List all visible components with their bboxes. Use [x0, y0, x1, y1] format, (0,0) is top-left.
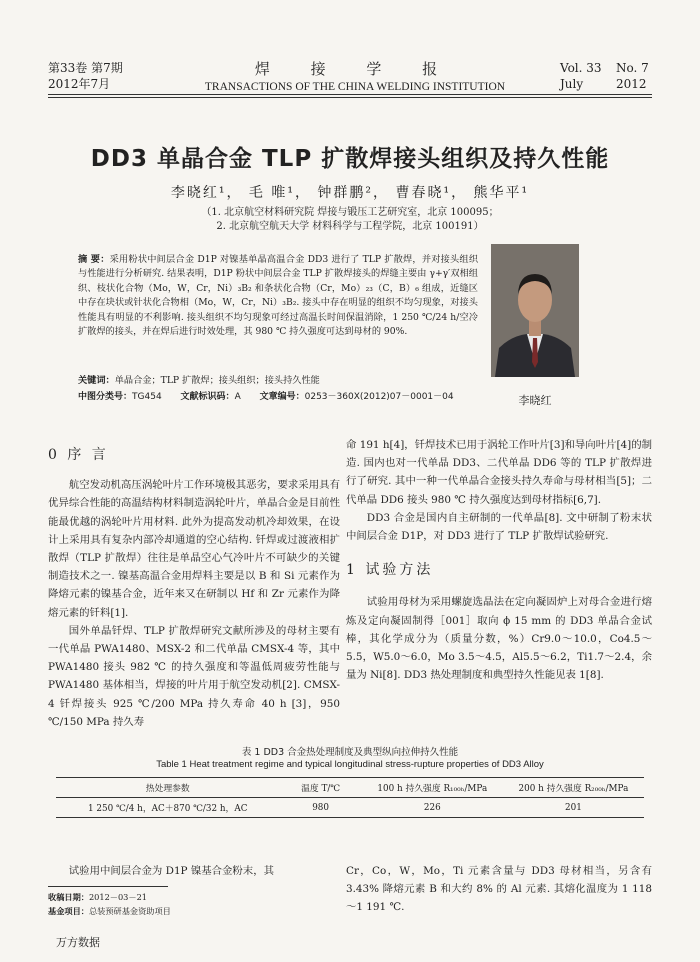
table-header-cell: 200 h 持久强度 R₂₀₀ₕ/MPa — [503, 778, 644, 798]
paper-title: DD3 单晶合金 TLP 扩散焊接头组织及持久性能 — [90, 146, 610, 172]
journal-header — [170, 58, 540, 93]
header-rule-top — [48, 94, 652, 95]
table-header-cell: 温度 T/℃ — [279, 778, 361, 798]
received-date — [48, 892, 318, 903]
paragraph: 试验用中间层合金为 D1P 镍基合金粉末，其 — [68, 865, 274, 877]
funding-label: 基金项目： — [48, 906, 89, 916]
paragraph: DD3 合金是国内自主研制的一代单晶[8]. 文中研制了粉末状中间层合金 D1P，对 DD3 进行了 TLP 扩散焊试验研究. — [346, 511, 652, 543]
author-portrait — [491, 244, 579, 377]
month-en: July — [560, 77, 584, 91]
paragraph: 命 191 h[4]，钎焊技术已用于涡轮工作叶片[3]和导向叶片[4]的制造. 国内也对一代单晶 DD3、二代单晶 DD6 等的 TLP 扩散焊进行了研究. 其中一种一代单晶合金接头持久寿命与母材相当[5]；二代单晶 DD6 接头 980 ℃ 持久强度达到母材指标[6,7]. — [346, 439, 652, 506]
table-row — [56, 798, 644, 818]
cls-value: TG454 — [132, 392, 162, 402]
data-table — [56, 777, 644, 818]
funding-value: 总装预研基金资助项目 — [88, 906, 171, 916]
doc-label: 文献标识码： — [180, 392, 235, 402]
doc-value: A — [234, 392, 241, 402]
section-method-heading: 1 试验方法 — [346, 562, 434, 579]
cls-label: 中图分类号： — [78, 392, 133, 402]
footnote-rule — [48, 886, 168, 887]
received-value: 2012－03－21 — [88, 892, 148, 902]
table-cell: 226 — [362, 798, 503, 818]
abstract-text: 采用粉状中间层合金 D1P 对镍基单晶高温合金 DD3 进行了 TLP 扩散焊，并对接头组织与性能进行分析研究. 结果表明，D1P 粉状中间层合金 TLP 扩散焊接头的焊缝主要由 γ+γ′双相组织、枝状化合物（Mo，W，Cr，Ni）₃B₂ 和条状化合物（Cr，Mo）₂₃（C，B）₆ 组成，近缝区中存在块状或针状化合物相（Mo，W，Cr，Ni）₃B₂. 接头中存在明显的组织不均匀现象，对接头性能具有明显的不利影响. 接头组织不均匀现象可经过高温长时间保温消除，1 250 ℃/24 h/空冷扩散焊的接头，并在焊后进行时效处理，其 980 ℃ 持久强度可达到母材的 90%. — [78, 254, 479, 338]
journal-name-cn: 焊 接 学 报 — [254, 60, 456, 78]
keywords-label: 关键词： — [78, 375, 115, 386]
bottom-right-text — [346, 862, 652, 917]
classification-line — [78, 389, 518, 402]
header-rule-bottom — [48, 97, 652, 98]
author-list: 李晓红¹， 毛 唯¹， 钟群鹏²， 曹春晓¹， 熊华平¹ — [170, 185, 530, 201]
number-en: No. 7 — [616, 61, 649, 75]
affiliation-2: 2. 北京航空航天大学 材料科学与工程学院，北京 100191） — [216, 221, 484, 232]
header-right — [560, 60, 660, 92]
article-label: 文章编号： — [259, 392, 305, 402]
right-column — [346, 436, 652, 684]
article-value: 0253－360X(2012)07－0001－04 — [304, 392, 454, 402]
volume-en: Vol. 33 — [560, 61, 602, 75]
paragraph: 航空发动机高压涡轮叶片工作环境极其恶劣，要求采用具有优异综合性能的高温结构材料制造涡轮叶片，单晶合金是目前性能最优越的涡轮叶片用材料. 此外为提高发动机冷却效果，在设计上采用具有复杂内部冷却通道的空心结构. 钎焊或过渡液相扩散焊（TLP 扩散焊）往往是单晶空心气冷叶片不可缺少的关键制造技术之一. 镍基高温合金用焊料主要是以 B 和 Si 元素作为降熔元素的镍基合金，近年来又在研制以 Hf 和 Zr 元素作为降熔元素的钎料[1]. — [48, 479, 340, 619]
table-caption-en: Table 1 Heat treatment regime and typical longitudinal stress-rupture properties of DD3 Alloy — [156, 759, 544, 770]
watermark: 万方数据 — [56, 936, 100, 949]
volume-cn: 第33卷 第7期 — [48, 61, 123, 75]
section-intro-heading: 0 序 言 — [48, 447, 109, 463]
journal-name-en: TRANSACTIONS OF THE CHINA WELDING INSTITUTION — [204, 81, 506, 93]
header-left — [48, 60, 123, 92]
bottom-left-text — [48, 862, 340, 880]
author-photo — [491, 244, 579, 377]
affiliations — [48, 206, 652, 234]
keywords-text: 单晶合金；TLP 扩散焊；接头组织；接头持久性能 — [114, 375, 320, 386]
table-cell: 201 — [503, 798, 644, 818]
paragraph: 国外单晶钎焊、TLP 扩散焊研究文献所涉及的母材主要有一代单晶 PWA1480、MSX-2 和二代单晶 CMSX-4 等，其中 PWA1480 接头 982 ℃ 的持久强度和等温低周疲劳性能与 PWA1480 基体相当，焊接的叶片用于航空发动机[2]. CMSX-4 钎焊接头 925 ℃/200 MPa 持久寿命 40 h [3]，950 ℃/150 MPa 持久寿 — [48, 624, 340, 728]
abstract — [78, 253, 478, 339]
left-column — [48, 446, 340, 731]
keywords — [78, 374, 498, 388]
table-header-cell: 100 h 持久强度 R₁₀₀ₕ/MPa — [362, 778, 503, 798]
table-header-row — [56, 778, 644, 798]
paragraph: Cr，Co，W，Mo，Ti 元素含量与 DD3 母材相当，另含有 3.43% 降熔元素 B 和大约 8% 的 Al 元素. 其熔化温度为 1 118～1 191 ℃. — [346, 865, 652, 914]
paragraph: 试验用母材为采用螺旋选晶法在定向凝固炉上对母合金进行熔炼及定向凝固制得［001］取向 ϕ 15 mm 的 DD3 单晶合金试棒，其化学成分为（质量分数，%）Cr9.0～10.0，Co4.5～5.5，W5.0～6.0，Mo 3.5～4.5，Al5.5～6.2，Ti1.7～2.4，余量为 Ni[8]. DD3 热处理制度和典型持久性能见表 1[8]. — [346, 596, 652, 682]
year-en: 2012 — [616, 77, 647, 91]
table-header-cell: 热处理参数 — [56, 778, 279, 798]
abstract-label: 摘 要： — [78, 254, 110, 265]
photo-caption: 李晓红 — [518, 394, 552, 407]
funding — [48, 906, 318, 917]
table-cell: 1 250 ℃/4 h，AC＋870 ℃/32 h，AC — [56, 798, 279, 818]
affiliation-1: （1. 北京航空材料研究院 焊接与锻压工艺研究室，北京 100095； — [201, 207, 499, 218]
received-label: 收稿日期： — [48, 892, 89, 902]
table-caption-cn: 表 1 DD3 合金热处理制度及典型纵向拉伸持久性能 — [241, 747, 459, 758]
date-cn: 2012年7月 — [48, 77, 111, 91]
table-cell: 980 — [279, 798, 361, 818]
